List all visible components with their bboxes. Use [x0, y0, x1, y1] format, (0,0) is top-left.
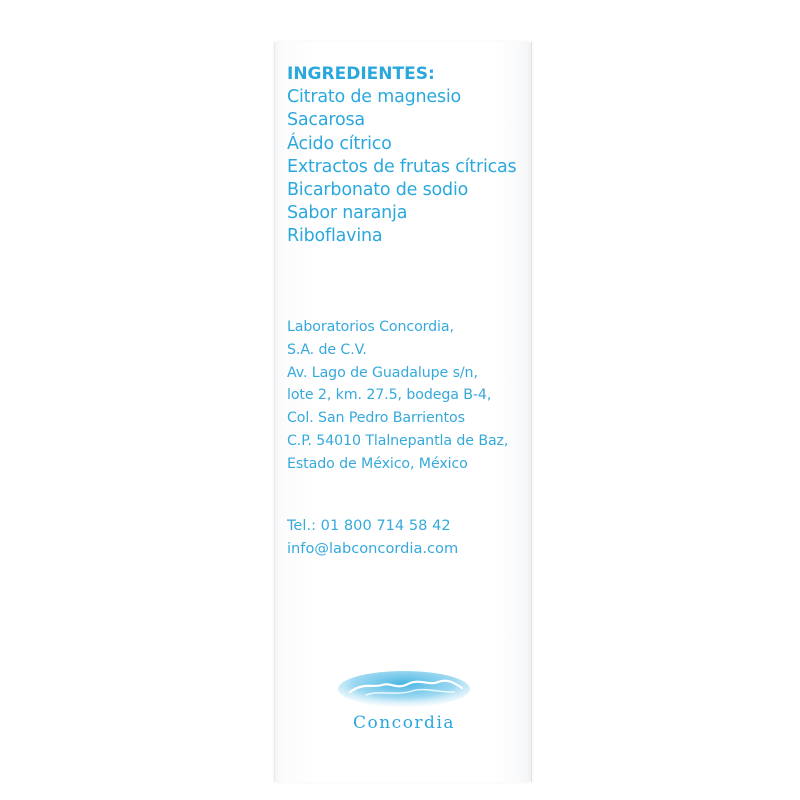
ingredient-item: Ácido cítrico [287, 133, 392, 154]
address-line: C.P. 54010 Tlalnepantla de Baz, [287, 432, 509, 449]
ingredient-item: Extractos de frutas cítricas [287, 156, 517, 177]
address-line: Av. Lago de Guadalupe s/n, [287, 364, 478, 381]
address-line: Estado de México, México [287, 455, 468, 472]
address-line: lote 2, km. 27.5, bodega B-4, [287, 387, 492, 404]
logo-wordmark: Concordia [352, 713, 456, 733]
address-line: S.A. de C.V. [287, 341, 367, 358]
ingredients-section [287, 63, 516, 249]
phone-number: Tel.: 01 800 714 58 42 [287, 517, 451, 534]
ingredient-item: Sabor naranja [287, 203, 408, 224]
address-line: Laboratorios Concordia, [287, 319, 454, 335]
concordia-logo [318, 668, 490, 738]
ingredient-item: Sacarosa [287, 110, 365, 131]
mountain-cloud-logo-icon [336, 668, 472, 708]
ingredients-heading: INGREDIENTES: [287, 64, 435, 84]
ingredient-item: Riboflavina [287, 226, 383, 247]
contact-info [287, 514, 458, 560]
address-line: Col. San Pedro Barrientos [287, 410, 465, 427]
email-address: info@labconcordia.com [287, 540, 459, 557]
ingredient-item: Citrato de magnesio [287, 87, 462, 108]
manufacturer-address [287, 316, 508, 476]
ingredient-item: Bicarbonato de sodio [287, 180, 469, 201]
